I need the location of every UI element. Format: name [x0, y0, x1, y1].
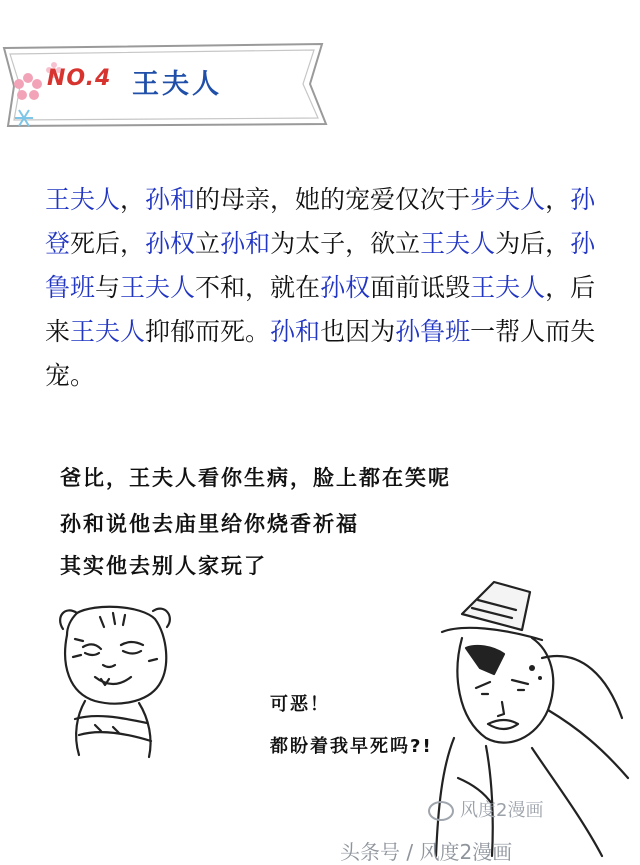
person-name: 孙和	[220, 229, 271, 258]
text-span: 死后，	[70, 229, 146, 258]
comic-caption-2: 孙和说他去庙里给你烧香祈福	[60, 512, 359, 536]
person-name: 孙和	[145, 185, 196, 214]
text-span: 为后，	[495, 229, 571, 258]
text-span: ，	[545, 185, 571, 214]
text-span: 不和，就在	[195, 273, 321, 302]
text-span: 的母亲，她的宠爱仅次于	[195, 185, 471, 214]
person-name: 孙和	[270, 317, 321, 346]
person-name: 孙鲁班	[395, 317, 471, 346]
speech-line-2: 都盼着我早死吗?!	[270, 736, 433, 757]
comic-caption-3: 其实他去别人家玩了	[60, 554, 267, 578]
person-name: 王夫人	[420, 229, 496, 258]
person-name: 王夫人	[120, 273, 196, 302]
text-span: 也因为	[320, 317, 396, 346]
watermark-top-text: 风度2漫画	[460, 800, 544, 821]
person-name: 王夫人	[470, 273, 546, 302]
person-name: 王夫人	[45, 185, 121, 214]
text-span: 一帮人而失宠。	[45, 317, 596, 390]
banner-number: NO.4	[47, 66, 112, 91]
text-span: 面前诋毁	[370, 273, 471, 302]
intro-paragraph	[45, 178, 610, 398]
wechat-icon	[428, 801, 454, 821]
toutiao-watermark: 头条号 / 风度2漫画	[340, 840, 513, 864]
comic-caption-1: 爸比，王夫人看你生病，脸上都在笑呢	[60, 466, 451, 490]
text-span: ，后来	[45, 273, 596, 346]
person-name: 孙权	[145, 229, 196, 258]
text-span: 抑郁而死。	[145, 317, 271, 346]
person-name: 王夫人	[70, 317, 146, 346]
text-span: 与	[95, 273, 121, 302]
tiger-character-illustration	[55, 595, 175, 765]
person-name: 孙权	[320, 273, 371, 302]
person-name: 步夫人	[470, 185, 546, 214]
wechat-watermark	[428, 796, 543, 822]
banner-title: 王夫人	[132, 69, 222, 100]
person-name: 孙鲁班	[45, 229, 596, 302]
text-span: 立	[195, 229, 221, 258]
person-name: 孙登	[45, 185, 596, 258]
text-span: ，	[120, 185, 146, 214]
text-span: 为太子，欲立	[270, 229, 421, 258]
speech-line-1: 可恶！	[270, 694, 330, 715]
